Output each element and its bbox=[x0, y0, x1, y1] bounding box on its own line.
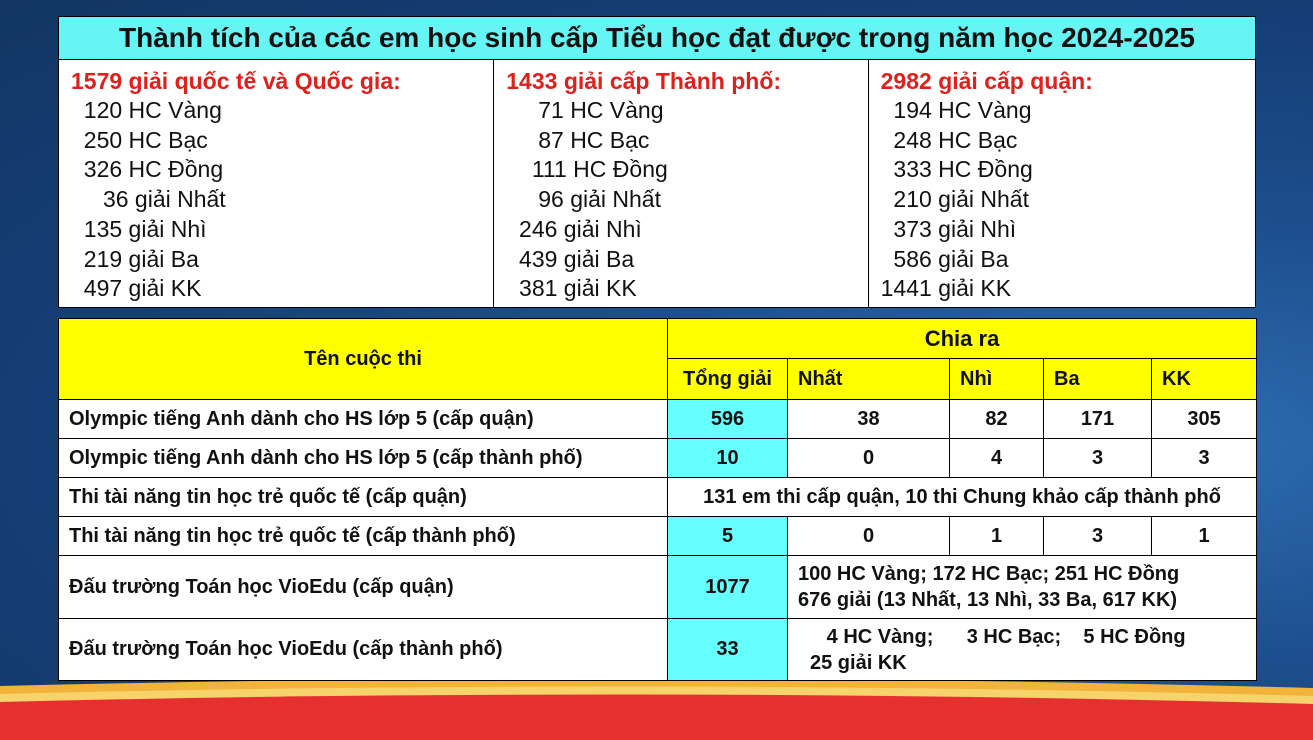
summary-line: 111 HC Đồng bbox=[506, 156, 668, 183]
competition-name: Đấu trường Toán học VioEdu (cấp thành phố) bbox=[59, 619, 668, 681]
first-cell: 0 bbox=[788, 517, 950, 556]
summary-district bbox=[868, 60, 1255, 307]
summary-line: 71 HC Vàng bbox=[506, 97, 664, 123]
note-line: 676 giải (13 Nhất, 13 Nhì, 33 Ba, 617 KK) bbox=[798, 589, 1178, 611]
summary-line: 194 HC Vàng bbox=[880, 97, 1032, 123]
summary-line: 586 giải Ba bbox=[880, 245, 1009, 272]
summary-line: 210 giải Nhất bbox=[880, 186, 1029, 213]
summary-line: 246 giải Nhì bbox=[506, 215, 642, 242]
note-line: 100 HC Vàng; 172 HC Bạc; 251 HC Đồng bbox=[798, 563, 1180, 585]
results-table bbox=[58, 318, 1257, 681]
summary-national bbox=[59, 60, 493, 307]
header-breakdown: Chia ra bbox=[668, 319, 1257, 359]
summary-line: 219 giải Ba bbox=[71, 245, 199, 272]
table-row bbox=[59, 517, 1257, 556]
second-cell: 1 bbox=[950, 517, 1044, 556]
summary-line: 381 giải KK bbox=[506, 275, 637, 302]
subheader-third: Ba bbox=[1044, 359, 1152, 400]
header-competition: Tên cuộc thi bbox=[59, 319, 668, 400]
third-cell: 3 bbox=[1044, 517, 1152, 556]
total-cell: 10 bbox=[668, 439, 788, 478]
summary-panel bbox=[58, 60, 1256, 308]
summary-heading: 1433 giải cấp Thành phố: bbox=[506, 68, 782, 94]
summary-line: 36 giải Nhất bbox=[71, 186, 226, 213]
subheader-kk: KK bbox=[1152, 359, 1257, 400]
summary-city bbox=[493, 60, 867, 307]
kk-cell: 3 bbox=[1152, 439, 1257, 478]
summary-line: 326 HC Đồng bbox=[71, 156, 224, 183]
summary-heading: 2982 giải cấp quận: bbox=[880, 68, 1093, 94]
third-cell: 171 bbox=[1044, 400, 1152, 439]
table-row bbox=[59, 439, 1257, 478]
total-cell: 596 bbox=[668, 400, 788, 439]
page-title: Thành tích của các em học sinh cấp Tiểu học đạt được trong năm học 2024-2025 bbox=[58, 16, 1256, 60]
kk-cell: 305 bbox=[1152, 400, 1257, 439]
summary-line: 135 giải Nhì bbox=[71, 215, 207, 242]
summary-line: 248 HC Bạc bbox=[880, 126, 1018, 153]
subheader-second: Nhì bbox=[950, 359, 1044, 400]
first-cell: 38 bbox=[788, 400, 950, 439]
competition-name: Đấu trường Toán học VioEdu (cấp quận) bbox=[59, 556, 668, 619]
summary-line: 373 giải Nhì bbox=[880, 215, 1017, 242]
second-cell: 4 bbox=[950, 439, 1044, 478]
summary-line: 497 giải KK bbox=[71, 275, 202, 302]
competition-name: Thi tài năng tin học trẻ quốc tế (cấp quận) bbox=[59, 478, 668, 517]
summary-heading: 1579 giải quốc tế và Quốc gia: bbox=[71, 68, 401, 94]
note-cell bbox=[788, 556, 1257, 619]
kk-cell: 1 bbox=[1152, 517, 1257, 556]
total-cell: 1077 bbox=[668, 556, 788, 619]
subheader-total: Tổng giải bbox=[668, 359, 788, 400]
table-row bbox=[59, 619, 1257, 681]
first-cell: 0 bbox=[788, 439, 950, 478]
competition-name: Olympic tiếng Anh dành cho HS lớp 5 (cấp thành phố) bbox=[59, 439, 668, 478]
summary-line: 439 giải Ba bbox=[506, 245, 635, 272]
summary-line: 96 giải Nhất bbox=[506, 186, 661, 213]
summary-line: 87 HC Bạc bbox=[506, 126, 650, 153]
summary-line: 120 HC Vàng bbox=[71, 97, 222, 123]
note-line: 4 HC Vàng; 3 HC Bạc; 5 HC Đồng bbox=[810, 625, 1186, 648]
summary-line: 1441 giải KK bbox=[880, 275, 1012, 302]
second-cell: 82 bbox=[950, 400, 1044, 439]
subheader-first: Nhất bbox=[788, 359, 950, 400]
table-row bbox=[59, 556, 1257, 619]
total-cell: 5 bbox=[668, 517, 788, 556]
total-cell: 33 bbox=[668, 619, 788, 681]
table-row bbox=[59, 478, 1257, 517]
summary-line: 333 HC Đồng bbox=[880, 156, 1033, 183]
note-cell bbox=[788, 619, 1257, 681]
competition-name: Olympic tiếng Anh dành cho HS lớp 5 (cấp quận) bbox=[59, 400, 668, 439]
summary-line: 250 HC Bạc bbox=[71, 126, 208, 153]
note-line: 25 giải KK bbox=[810, 651, 907, 674]
third-cell: 3 bbox=[1044, 439, 1152, 478]
decorative-bottom-band bbox=[0, 676, 1313, 740]
competition-name: Thi tài năng tin học trẻ quốc tế (cấp thành phố) bbox=[59, 517, 668, 556]
table-row bbox=[59, 400, 1257, 439]
note-cell: 131 em thi cấp quận, 10 thi Chung khảo cấp thành phố bbox=[668, 478, 1257, 517]
